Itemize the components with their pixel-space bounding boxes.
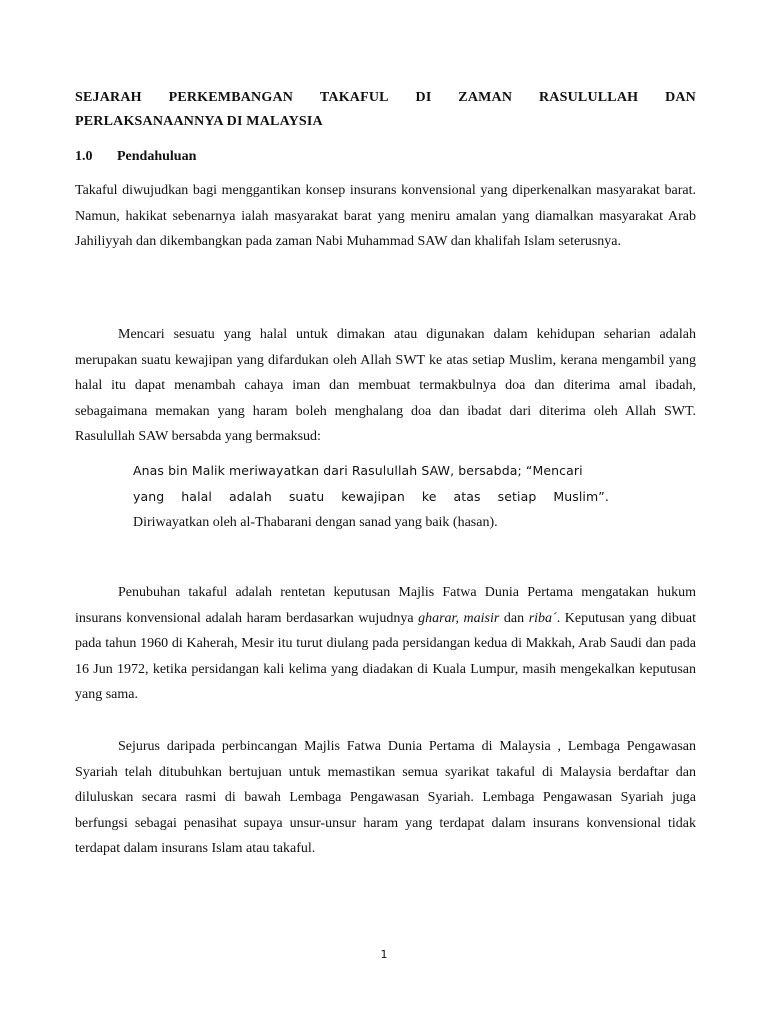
paragraph-2: Mencari sesuatu yang halal untuk dimakan atau digunakan dalam kehidupan seharian adalah merupakan suatu kewajipan yang difardukan oleh Allah SWT ke atas setiap Muslim, kerana mengambil yang halal itu dapat menambah cahaya iman dan membuat termakbulnya doa dan diterima amal ibadah, sebagaimana memakan yang haram boleh menghalang doa dan ibadat dari diterima oleh Allah SWT. Rasulullah SAW bersabda yang bermaksud: [75,327,696,444]
title-word: ZAMAN [458,90,513,105]
quote-word: kewajipan [341,489,405,504]
title-word: DAN [665,90,696,105]
section-heading [75,145,196,169]
hadith-quote [133,458,609,536]
document-title [75,86,696,134]
section-title: Pendahuluan [117,149,197,164]
paragraph-3-text-b: . Keputusan yang dibuat pada tahun 1960 di Kaherah, Mesir itu turut diulang pada persidangan kedua di Makkah, Arab Saudi dan pada 16 Jun 1972, ketika persidangan kali kelima yang diadakan di Kuala Lumpur, masih mengekalkan keputusan yang sama. [75,610,697,702]
quote-line-1: Anas bin Malik meriwayatkan dari Rasulullah SAW, bersabda; “Mencari [133,463,583,478]
paragraph-3 [75,580,696,708]
quote-source: Diriwayatkan oleh al-Thabarani dengan sanad yang baik (hasan). [133,515,498,530]
quote-word: halal [181,489,212,504]
page-number: 1 [380,948,388,961]
title-word: PERKEMBANGAN [168,90,294,105]
quote-word: suatu [288,489,325,504]
paragraph-3-text-and: dan [499,610,529,626]
title-word: RASULULLAH [539,90,639,105]
paragraph-3-text-a: Penubuhan takaful adalah rentetan keputusan Majlis Fatwa Dunia Pertama mengatakan hukum insurans konvensional adalah haram berdasarkan wujudnya [75,585,696,626]
title-word: DI [415,90,432,105]
quote-word: ke [421,489,437,504]
title-line-1 [75,86,696,110]
title-word: SEJARAH [75,90,142,105]
quote-word: adalah [228,489,272,504]
section-number: 1.0 [75,149,93,164]
paragraph-3-italic-terms: gharar, maisir [418,610,500,626]
quote-word: setiap [497,489,537,504]
quote-word: atas [453,489,481,504]
title-word: TAKAFUL [319,90,389,105]
paragraph-3-italic-riba: riba´ [528,610,557,626]
paragraph-4: Sejurus daripada perbincangan Majlis Fatwa Dunia Pertama di Malaysia , Lembaga Pengawasan Syariah telah ditubuhkan bertujuan untuk memastikan semua syarikat takaful di Malaysia berdaftar dan diluluskan secara rasmi di bawah Lembaga Pengawasan Syariah. Lembaga Pengawasan Syariah juga berfungsi sebagai penasihat supaya unsur-unsur haram yang terdapat dalam insurans konvensional tidak terdapat dalam insurans Islam atau takaful. [75,739,696,856]
quote-line-2 [133,484,609,510]
quote-word: Muslim”. [553,489,609,504]
paragraph-1: Takaful diwujudkan bagi menggantikan konsep insurans konvensional yang diperkenalkan masyarakat barat. Namun, hakikat sebenarnya ialah masyarakat barat yang meniru amalan yang diamalkan masyarakat Arab Jahiliyyah dan dikembangkan pada zaman Nabi Muhammad SAW dan khalifah Islam seterusnya. [75,183,696,249]
quote-word: yang [133,489,165,504]
title-line-2: PERLAKSANAANNYA DI MALAYSIA [75,114,323,129]
